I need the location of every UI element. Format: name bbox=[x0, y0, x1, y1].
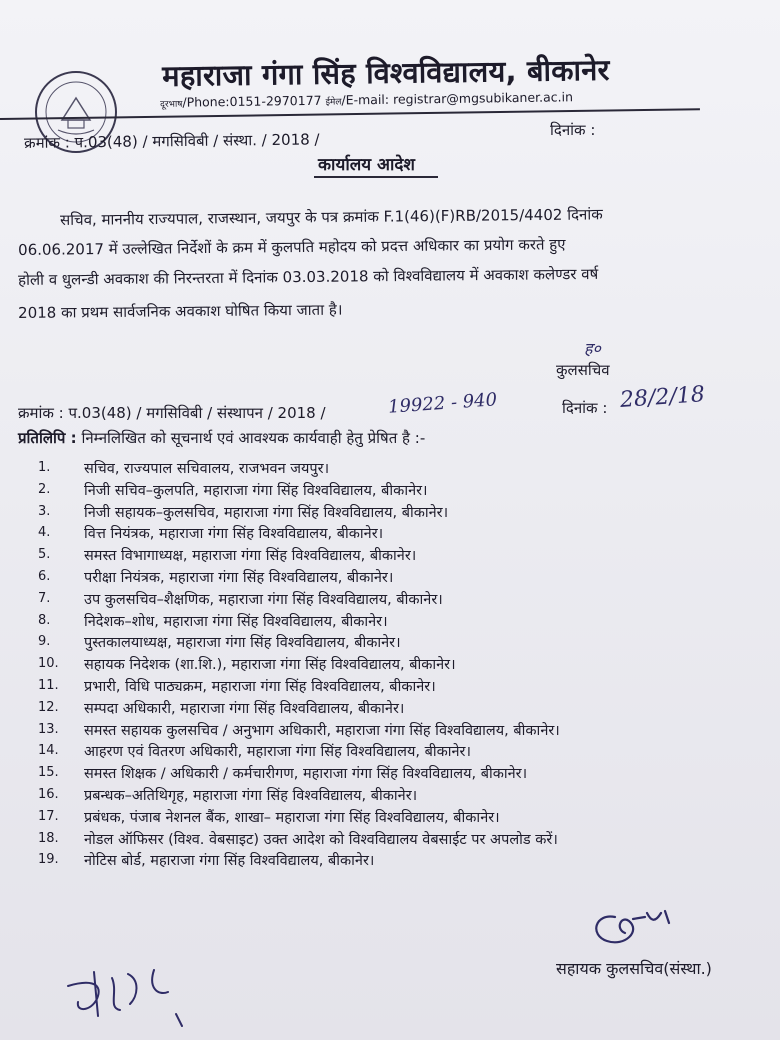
list-item: 10. सहायक निदेशक (शा.शि.), महाराजा गंगा सिंह विश्वविद्यालय, बीकानेर। bbox=[38, 656, 456, 674]
body-line-3: होली व धुलन्डी अवकाश की निरन्तरता में दिनांक 03.03.2018 को विश्वविद्यालय में अवकाश कलेण्डर वर्ष bbox=[18, 264, 599, 289]
assistant-registrar-signature bbox=[585, 895, 695, 955]
list-item: 2. निजी सचिव–कुलपति, महाराजा गंगा सिंह विश्वविद्यालय, बीकानेर। bbox=[38, 481, 428, 499]
list-item: 11. प्रभारी, विधि पाठ्यक्रम, महाराजा गंगा सिंह विश्वविद्यालय, बीकानेर। bbox=[38, 677, 436, 695]
handwritten-signature-left bbox=[58, 952, 198, 1032]
list-item: 8. निदेशक–शोध, महाराजा गंगा सिंह विश्वविद्यालय, बीकानेर। bbox=[38, 612, 388, 630]
list-item: 15. समस्त शिक्षक / अधिकारी / कर्मचारीगण, महाराजा गंगा सिंह विश्वविद्यालय, बीकानेर। bbox=[38, 765, 528, 783]
list-item: 18. नोडल ऑफिसर (विश्व. वेबसाइट) उक्त आदेश को विश्वविद्यालय वेबसाईट पर अपलोड करें। bbox=[38, 830, 558, 848]
registrar-signatory: कुलसचिव bbox=[556, 361, 610, 379]
reference-number-top: क्रमांक : प.03(48) / मगसिविबी / संस्था. / 2018 / bbox=[24, 130, 320, 152]
list-item: 16. प्रबन्धक–अतिथिगृह, महाराजा गंगा सिंह विश्वविद्यालय, बीकानेर। bbox=[38, 786, 418, 804]
list-item: 14. आहरण एवं वितरण अधिकारी, महाराजा गंगा सिंह विश्वविद्यालय, बीकानेर। bbox=[38, 743, 471, 761]
handwritten-date: 28/2/18 bbox=[619, 382, 706, 413]
list-item: 9. पुस्तकालयाध्यक्ष, महाराजा गंगा सिंह विश्वविद्यालय, बीकानेर। bbox=[38, 634, 401, 652]
list-item: 4. वित्त नियंत्रक, महाराजा गंगा सिंह विश्वविद्यालय, बीकानेर। bbox=[38, 525, 384, 543]
list-item: 7. उप कुलसचिव–शैक्षणिक, महाराजा गंगा सिंह विश्वविद्यालय, बीकानेर। bbox=[38, 590, 443, 608]
assistant-registrar-signatory: सहायक कुलसचिव(संस्था.) bbox=[556, 959, 712, 978]
copy-to-line: प्रतिलिपि : निम्नलिखित को सूचनार्थ एवं आवश्यक कार्यवाही हेतु प्रेषित है :- bbox=[18, 429, 426, 447]
list-item: 13. समस्त सहायक कुलसचिव / अनुभाग अधिकारी, महाराजा गंगा सिंह विश्वविद्यालय, बीकानेर। bbox=[38, 721, 560, 739]
handwritten-initial: ह० bbox=[584, 339, 601, 358]
heading-underline bbox=[314, 176, 438, 178]
list-item: 12. सम्पदा अधिकारी, महाराजा गंगा सिंह विश्वविद्यालय, बीकानेर। bbox=[38, 699, 405, 717]
date-label-bottom: दिनांक : bbox=[562, 399, 608, 417]
list-item: 1. सचिव, राज्यपाल सचिवालय, राजभवन जयपुर। bbox=[38, 460, 330, 477]
body-line-2: 06.06.2017 में उल्लेखित निर्देशों के क्रम में कुलपति महोदय को प्रदत्त अधिकार का प्रयोग करते हुए bbox=[18, 235, 566, 259]
reference-number-bottom: क्रमांक : प.03(48) / मगसिविबी / संस्थापन / 2018 / bbox=[18, 404, 326, 422]
list-item: 6. परीक्षा नियंत्रक, महाराजा गंगा सिंह विश्वविद्यालय, बीकानेर। bbox=[38, 568, 394, 586]
list-item: 17. प्रबंधक, पंजाब नेशनल बैंक, शाखा– महाराजा गंगा सिंह विश्वविद्यालय, बीकानेर। bbox=[38, 808, 500, 826]
date-label-top: दिनांक : bbox=[550, 121, 596, 139]
contact-info: दूरभाष/Phone:0151-2970177 ईमेल/E-mail: registrar@mgsubikaner.ac.in bbox=[160, 89, 574, 110]
body-line-1: सचिव, माननीय राज्यपाल, राजस्थान, जयपुर के पत्र क्रमांक F.1(46)(F)RB/2015/4402 दिनांक bbox=[60, 205, 603, 229]
body-line-4: 2018 का प्रथम सार्वजनिक अवकाश घोषित किया जाता है। bbox=[18, 300, 343, 322]
university-name: महाराजा गंगा सिंह विश्वविद्यालय, बीकानेर bbox=[162, 52, 610, 93]
list-item: 19. नोटिस बोर्ड, महाराजा गंगा सिंह विश्वविद्यालय, बीकानेर। bbox=[38, 852, 375, 870]
handwritten-dispatch-number: 19922 - 940 bbox=[387, 389, 498, 418]
distribution-list bbox=[38, 458, 560, 872]
list-item: 3. निजी सहायक–कुलसचिव, महाराजा गंगा सिंह विश्वविद्यालय, बीकानेर। bbox=[38, 503, 449, 521]
list-item: 5. समस्त विभागाध्यक्ष, महाराजा गंगा सिंह विश्वविद्यालय, बीकानेर। bbox=[38, 547, 417, 565]
order-heading: कार्यालय आदेश bbox=[318, 155, 415, 175]
